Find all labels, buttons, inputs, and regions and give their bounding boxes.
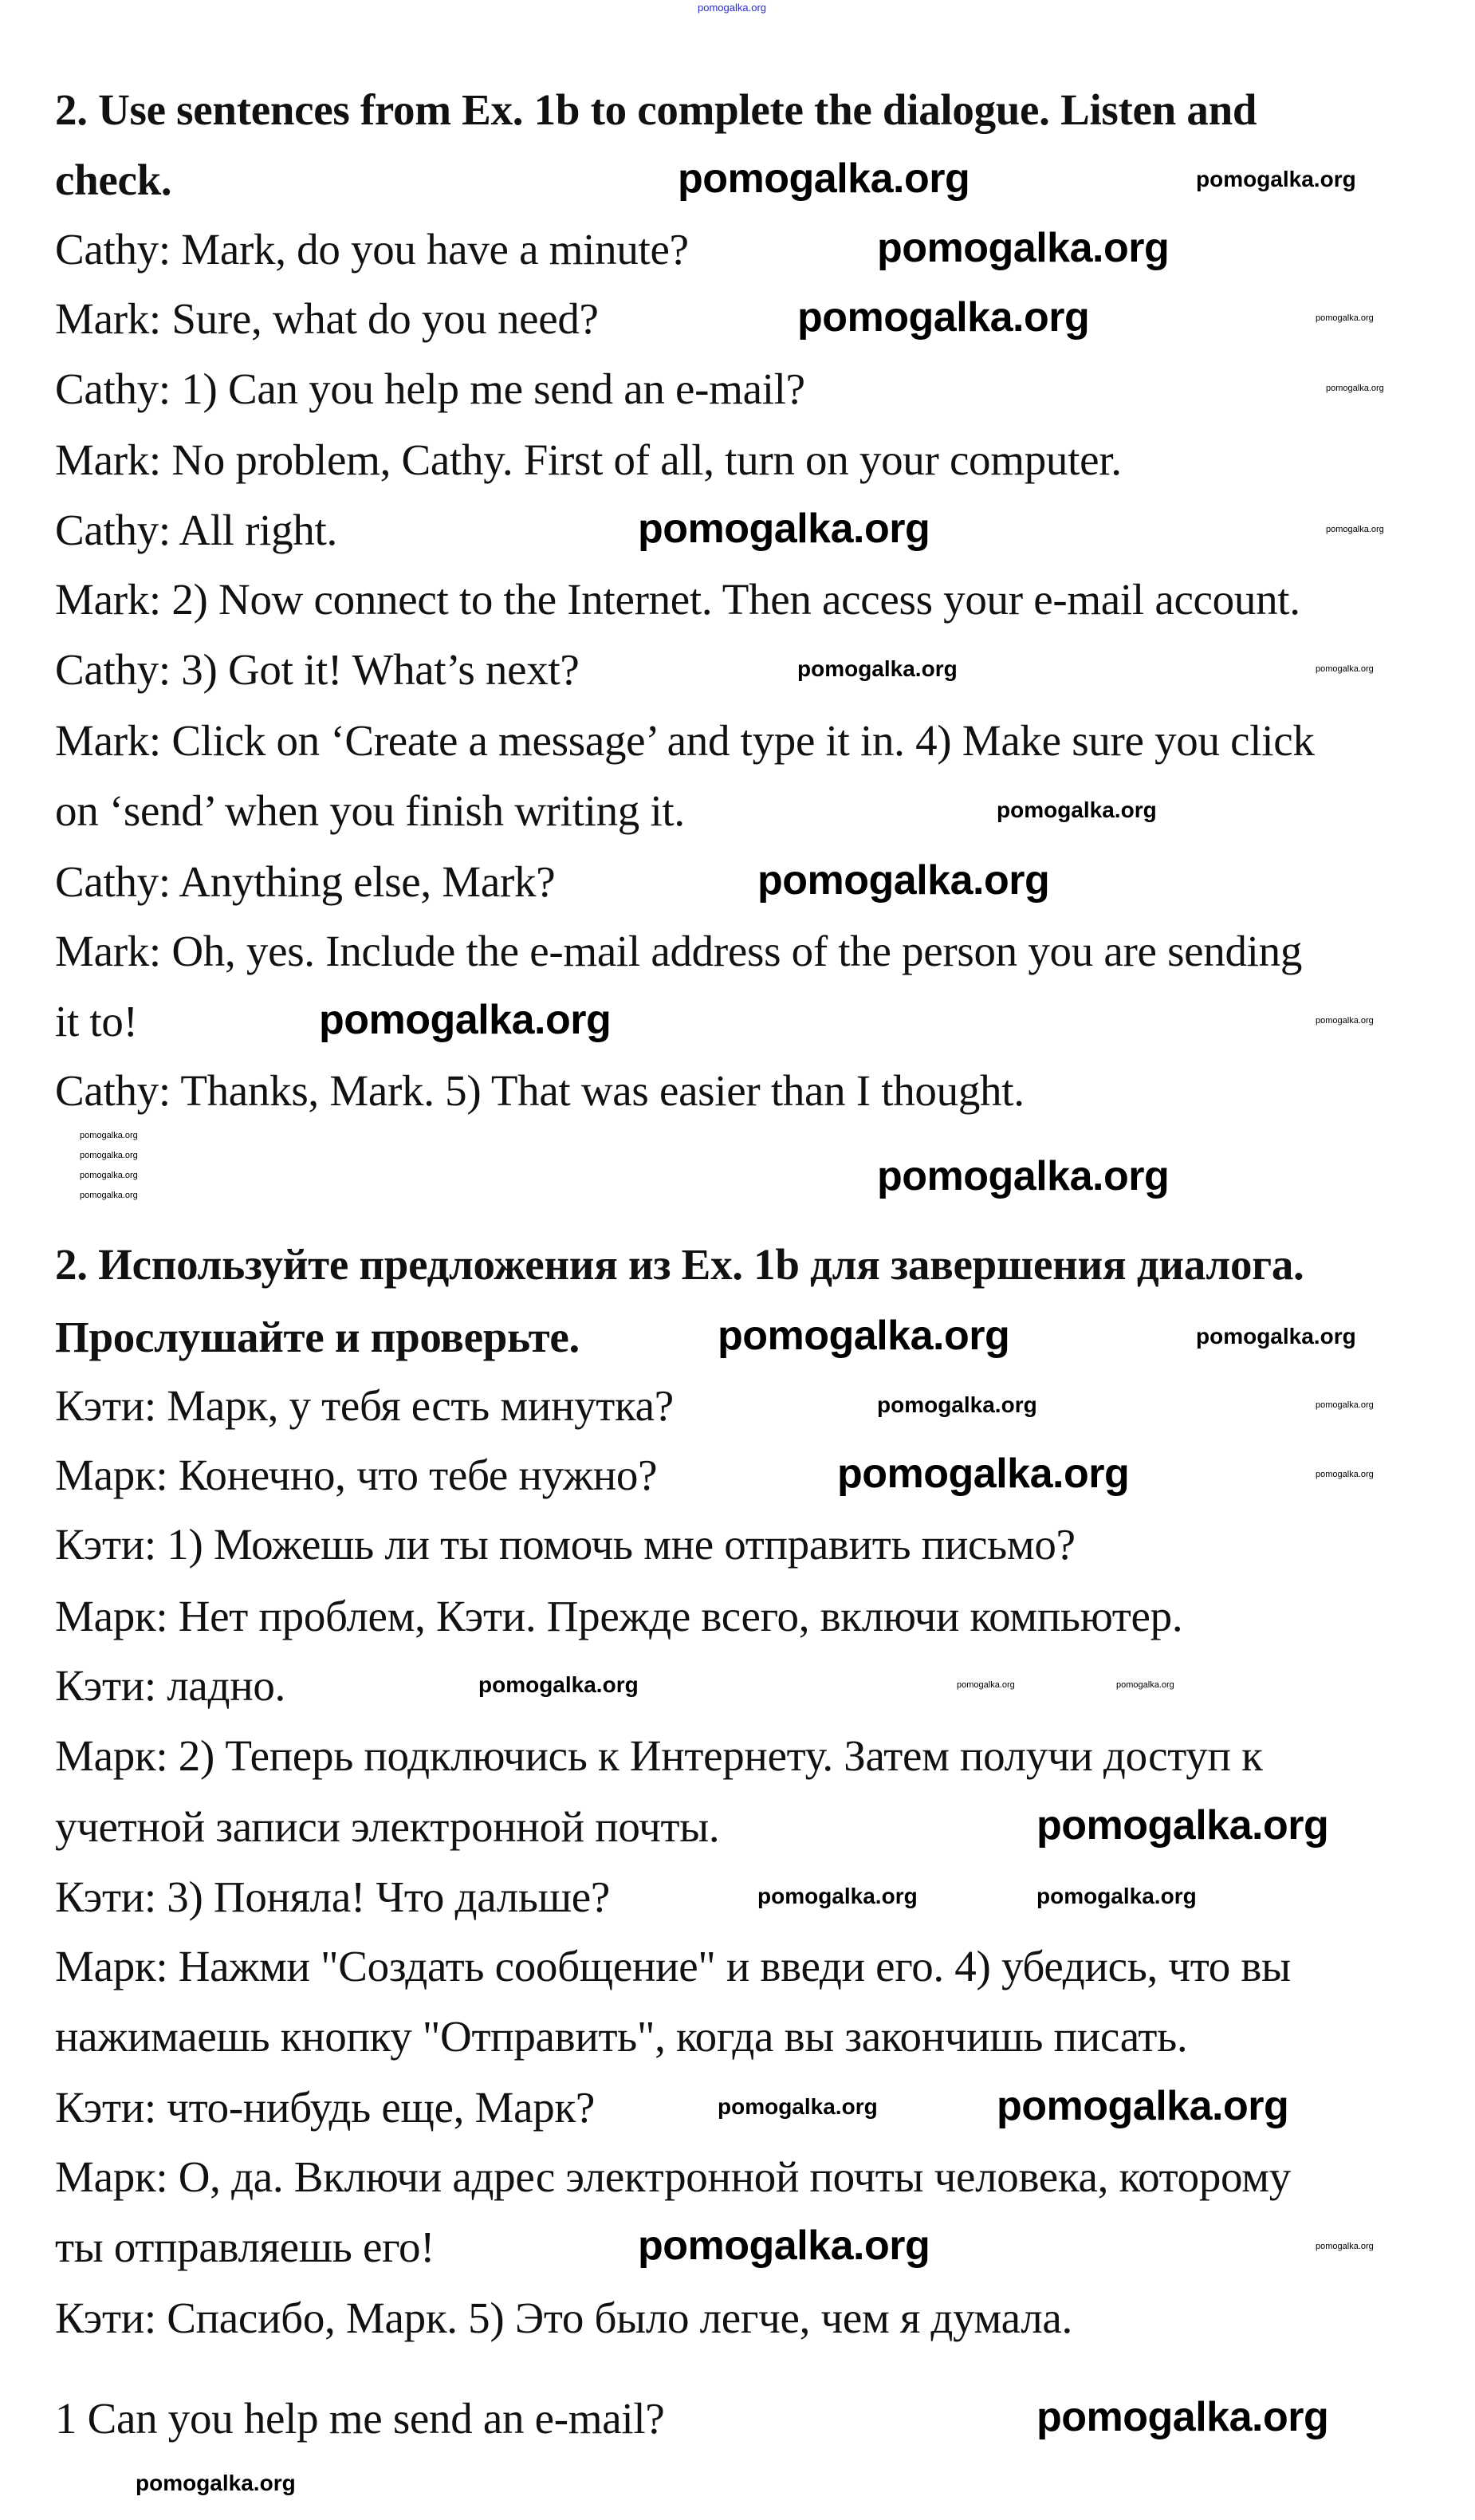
watermark: pomogalka.org	[1116, 1680, 1174, 1690]
watermark: pomogalka.org	[877, 1392, 1037, 1417]
watermark: pomogalka.org	[1036, 1802, 1329, 1849]
watermark: pomogalka.org	[1326, 384, 1384, 393]
watermark: pomogalka.org	[877, 1153, 1170, 1199]
dialogue-line-en: Cathy: 1) Can you help me send an e-mail?	[55, 364, 805, 413]
watermark: pomogalka.org	[1036, 1884, 1197, 1908]
dialogue-line-en: Mark: 2) Now connect to the Internet. Then access your e-mail account.	[55, 575, 1300, 624]
dialogue-line-ru: Марк: Нет проблем, Кэти. Прежде всего, включи компьютер.	[55, 1592, 1183, 1640]
watermark: pomogalka.org	[136, 2471, 296, 2495]
dialogue-line-ru: Кэти: ладно.	[55, 1661, 285, 1710]
watermark: pomogalka.org	[797, 656, 958, 681]
dialogue-line-ru: Марк: Нажми "Создать сообщение" и введи его. 4) убедись, что вы	[55, 1942, 1291, 1990]
watermark: pomogalka.org	[319, 997, 612, 1043]
watermark: pomogalka.org	[1316, 664, 1374, 674]
watermark: pomogalka.org	[80, 1171, 138, 1180]
answer-line: 1 Can you help me send an e-mail?	[55, 2394, 665, 2443]
watermark: pomogalka.org	[1036, 2394, 1329, 2440]
watermark: pomogalka.org	[1196, 1324, 1356, 1349]
dialogue-line-en: Cathy: 3) Got it! What’s next?	[55, 645, 580, 694]
watermark: pomogalka.org	[997, 2083, 1289, 2129]
watermark: pomogalka.org	[80, 1191, 138, 1200]
dialogue-line-en: Cathy: Anything else, Mark?	[55, 857, 556, 906]
dialogue-line-en: on ‘send’ when you finish writing it.	[55, 786, 685, 835]
dialogue-line-ru: Кэти: Спасибо, Марк. 5) Это было легче, чем я думала.	[55, 2294, 1072, 2342]
watermark: pomogalka.org	[638, 506, 930, 552]
watermark: pomogalka.org	[1316, 1400, 1374, 1410]
watermark: pomogalka.org	[1316, 1470, 1374, 1479]
exercise-heading-en: 2. Use sentences from Ex. 1b to complete the dialogue. Listen and	[55, 85, 1257, 134]
dialogue-line-ru: Марк: О, да. Включи адрес электронной почты человека, которому	[55, 2152, 1291, 2201]
watermark: pomogalka.org	[1326, 525, 1384, 534]
dialogue-line-ru: ты отправляешь его!	[55, 2223, 435, 2271]
watermark: pomogalka.org	[997, 797, 1157, 822]
watermark: pomogalka.org	[797, 294, 1090, 341]
watermark: pomogalka.org	[757, 1884, 918, 1908]
watermark: pomogalka.org	[877, 225, 1170, 271]
dialogue-line-ru: Кэти: 3) Поняла! Что дальше?	[55, 1872, 610, 1921]
dialogue-line-ru: Марк: Конечно, что тебе нужно?	[55, 1451, 658, 1499]
watermark: pomogalka.org	[957, 1680, 1015, 1690]
watermark: pomogalka.org	[718, 2094, 878, 2119]
dialogue-line-en: Cathy: Thanks, Mark. 5) That was easier than I thought.	[55, 1066, 1025, 1115]
dialogue-line-ru: Кэти: 1) Можешь ли ты помочь мне отправить письмо?	[55, 1520, 1076, 1569]
exercise-heading-ru: Прослушайте и проверьте.	[55, 1313, 580, 1361]
watermark: pomogalka.org	[1316, 1016, 1374, 1026]
dialogue-line-en: Cathy: All right.	[55, 506, 337, 554]
dialogue-line-en: Mark: Sure, what do you need?	[55, 294, 599, 343]
dialogue-line-en: Mark: Oh, yes. Include the e-mail address of the person you are sending	[55, 927, 1303, 975]
watermark: pomogalka.org	[757, 857, 1050, 904]
watermark: pomogalka.org	[80, 1131, 138, 1140]
dialogue-line-en: Mark: Click on ‘Create a message’ and type it in. 4) Make sure you click	[55, 716, 1315, 765]
dialogue-line-en: Mark: No problem, Cathy. First of all, turn on your computer.	[55, 435, 1122, 484]
watermark: pomogalka.org	[678, 156, 970, 202]
dialogue-line-ru: учетной записи электронной почты.	[55, 1802, 720, 1851]
watermark: pomogalka.org	[1196, 167, 1356, 191]
dialogue-line-ru: Кэти: Марк, у тебя есть минутка?	[55, 1381, 674, 1430]
exercise-heading-en: check.	[55, 156, 172, 204]
dialogue-line-en: Cathy: Mark, do you have a minute?	[55, 225, 689, 274]
watermark: pomogalka.org	[698, 2, 766, 14]
watermark: pomogalka.org	[1316, 2242, 1374, 2251]
exercise-heading-ru: 2. Используйте предложения из Ex. 1b для завершения диалога.	[55, 1240, 1304, 1289]
watermark: pomogalka.org	[837, 1451, 1130, 1497]
dialogue-line-en: it to!	[55, 997, 138, 1045]
watermark: pomogalka.org	[80, 1151, 138, 1160]
dialogue-line-ru: Кэти: что-нибудь еще, Марк?	[55, 2083, 595, 2132]
dialogue-line-ru: Марк: 2) Теперь подключись к Интернету. Затем получи доступ к	[55, 1731, 1263, 1780]
dialogue-line-ru: нажимаешь кнопку "Отправить", когда вы закончишь писать.	[55, 2012, 1188, 2061]
watermark: pomogalka.org	[638, 2223, 930, 2269]
watermark: pomogalka.org	[718, 1313, 1010, 1359]
watermark: pomogalka.org	[1316, 313, 1374, 323]
watermark: pomogalka.org	[478, 1672, 639, 1697]
